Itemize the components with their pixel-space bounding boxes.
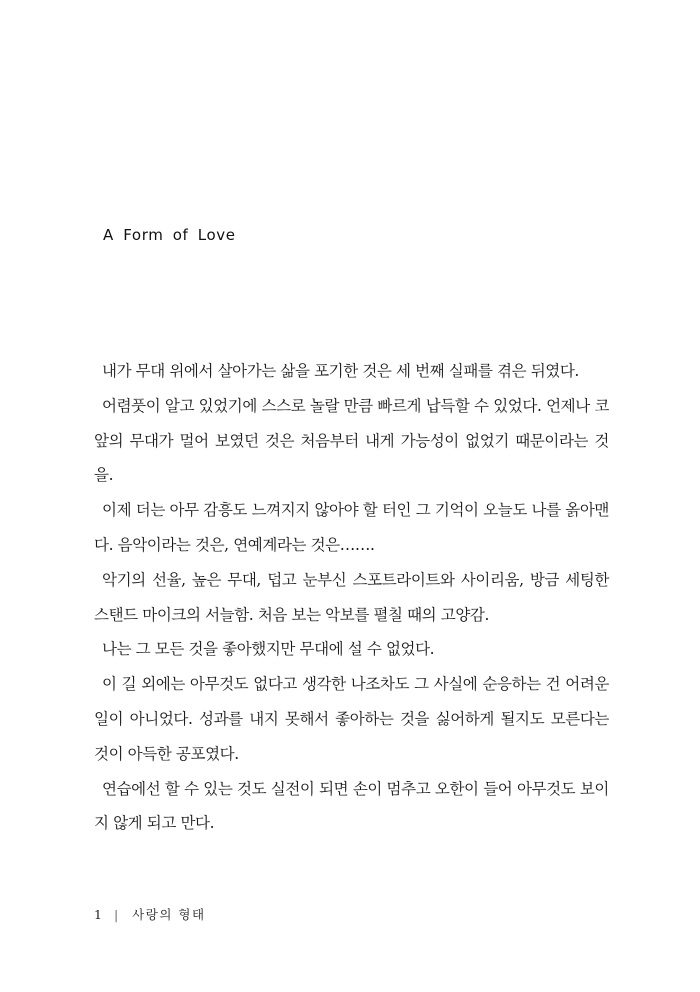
body-text [94,354,609,841]
paragraph: 내가 무대 위에서 살아가는 삶을 포기한 것은 세 번째 실패를 겪은 뒤였다. [102,362,579,380]
paragraph: 이제 더는 아무 감흥도 느껴지지 않아야 할 터인 그 기억이 오늘도 나를 옭아맨다. 음악이라는 것은, 연예계라는 것은……. [94,501,609,554]
paragraph: 연습에선 할 수 있는 것도 실전이 되면 손이 멈추고 오한이 들어 아무것도 보이지 않게 되고 만다. [94,779,609,833]
paragraph: 악기의 선율, 높은 무대, 덥고 눈부신 스포트라이트와 사이리움, 방금 세팅한 스탠드 마이크의 서늘함. 처음 보는 악보를 펼칠 때의 고양감. [94,570,609,624]
paragraph: 어렴풋이 알고 있었기에 스스로 놀랄 만큼 빠르게 납득할 수 있었다. 언제나 코앞의 무대가 멀어 보였던 것은 처음부터 내게 가능성이 없었기 때문이라는 것을. [94,396,609,485]
running-title: 사랑의 형태 [132,907,206,922]
chapter-title: A Form of Love [103,226,236,244]
page-number: 1 [94,906,102,922]
paragraph: 이 길 외에는 아무것도 없다고 생각한 나조차도 그 사실에 순응하는 건 어려운 일이 아니었다. 성과를 내지 못해서 좋아하는 것을 싫어하게 될지도 모른다는 것이 아득한 공포였다. [94,675,609,763]
page-footer [94,905,206,923]
paragraph: 나는 그 모든 것을 좋아했지만 무대에 설 수 없었다. [102,640,435,659]
footer-separator: | [113,906,119,922]
